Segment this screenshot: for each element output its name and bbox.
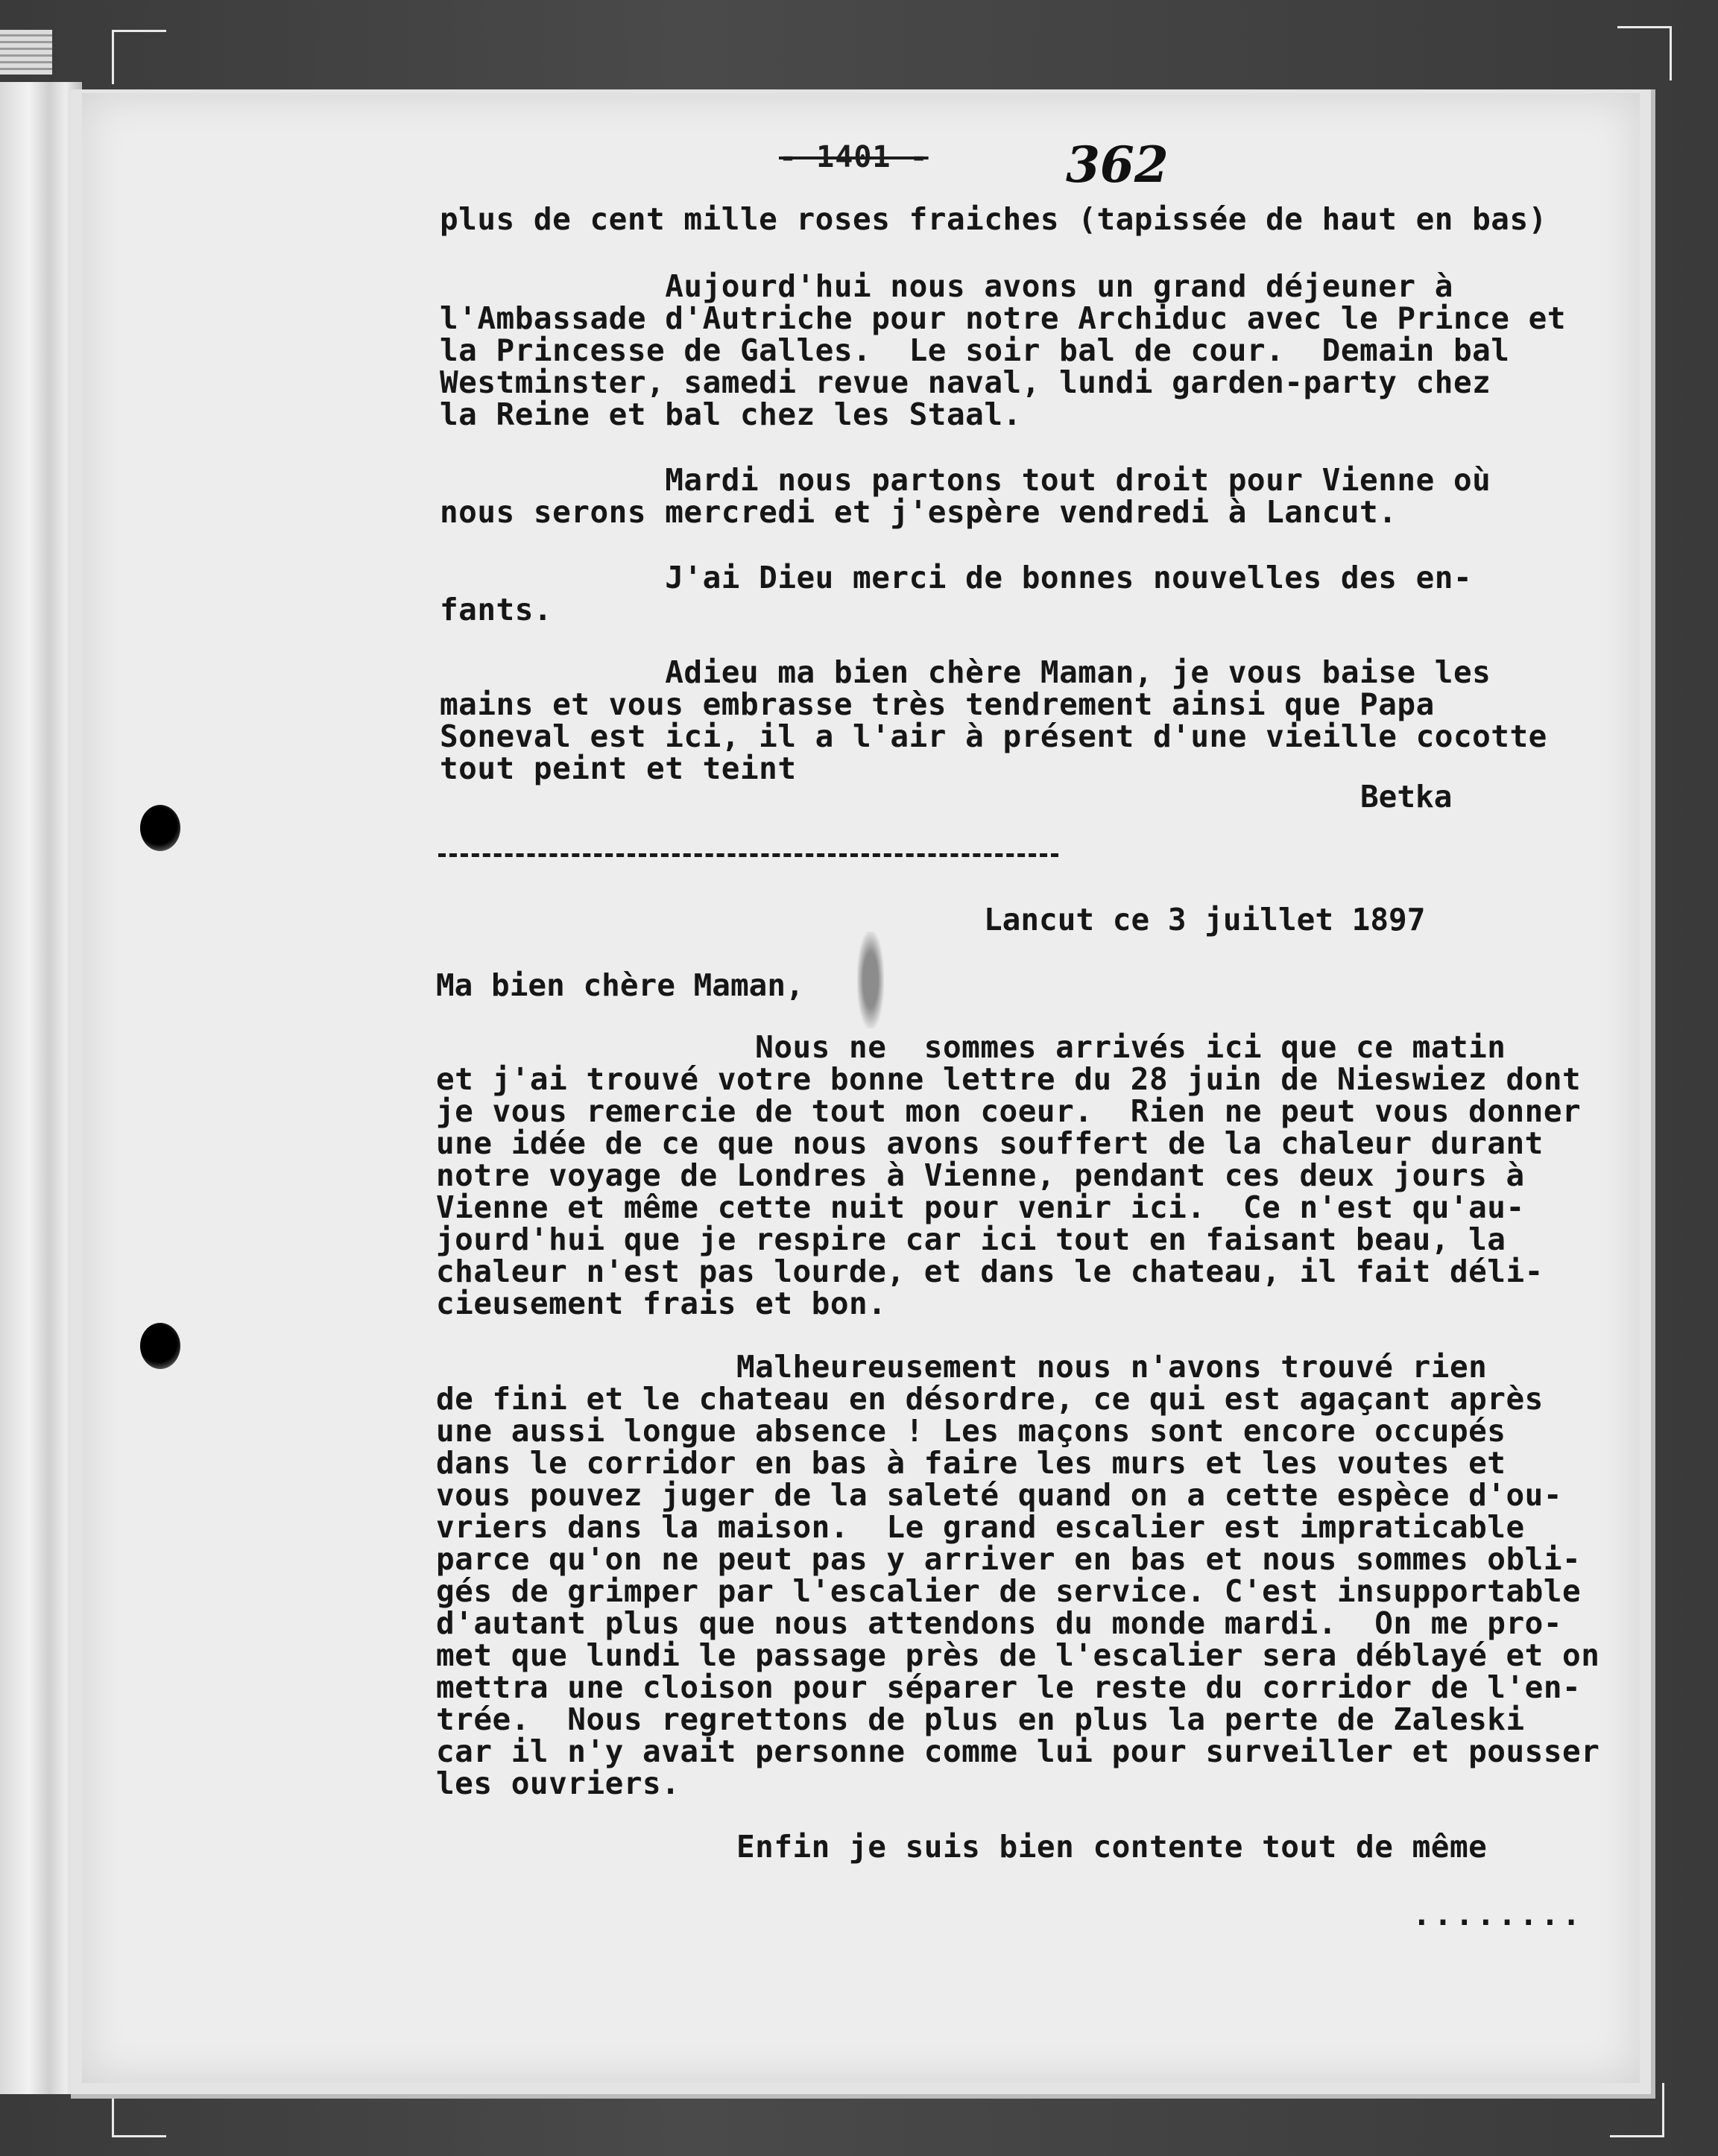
section1-line: Mardi nous partons tout droit pour Vienne où — [440, 462, 1491, 498]
continuation-dots: ........ — [1412, 1897, 1584, 1932]
salutation: Ma bien chère Maman, — [436, 967, 804, 1003]
section2-line: dans le corridor en bas à faire les murs et les voutes et — [436, 1445, 1506, 1481]
section1-line: Aujourd'hui nous avons un grand déjeuner à — [440, 268, 1453, 304]
crop-mark-top-left — [112, 30, 166, 84]
section2-line: cieusement frais et bon. — [436, 1286, 887, 1321]
section2-line: de fini et le chateau en désordre, ce qui est agaçant après — [436, 1381, 1544, 1417]
section2-line: vriers dans la maison. Le grand escalier est impraticable — [436, 1509, 1525, 1545]
section2-line: les ouvriers. — [436, 1765, 680, 1801]
section2-line: met que lundi le passage près de l'escalier sera déblayé et on — [436, 1637, 1600, 1673]
section1-line: la Princesse de Galles. Le soir bal de cour. Demain bal — [440, 332, 1510, 368]
section2-line: et j'ai trouvé votre bonne lettre du 28 juin de Nieswiez dont — [436, 1061, 1582, 1097]
punch-hole-upper — [140, 805, 180, 851]
section2-line: notre voyage de Londres à Vienne, pendant ces deux jours à — [436, 1157, 1525, 1193]
section2-line: trée. Nous regrettons de plus en plus la perte de Zaleski — [436, 1701, 1525, 1737]
section1-line: fants. — [440, 592, 553, 627]
section2-line: une idée de ce que nous avons souffert de la chaleur durant — [436, 1125, 1544, 1161]
section2-line: Malheureusement nous n'avons trouvé rien — [436, 1349, 1488, 1385]
section2-line: d'autant plus que nous attendons du monde mardi. On me pro- — [436, 1605, 1563, 1641]
section1-line: l'Ambassade d'Autriche pour notre Archiduc avec le Prince et — [440, 300, 1567, 336]
section2-line: gés de grimper par l'escalier de service. C'est insupportable — [436, 1573, 1582, 1609]
section2-line: je vous remercie de tout mon coeur. Rien ne peut vous donner — [436, 1093, 1582, 1129]
adjacent-page-edges — [0, 82, 82, 2094]
section2-line: Nous ne sommes arrivés ici que ce matin — [436, 1029, 1506, 1065]
section2-line: chaleur n'est pas lourde, et dans le chateau, il fait déli- — [436, 1254, 1544, 1289]
section2-line: parce qu'on ne peut pas y arriver en bas et nous sommes obli- — [436, 1541, 1582, 1577]
section1-line: nous serons mercredi et j'espère vendredi à Lancut. — [440, 494, 1398, 530]
section1-line: tout peint et teint — [440, 750, 797, 786]
section2-line: car il n'y avait personne comme lui pour surveiller et pousser — [436, 1733, 1600, 1769]
section1-line: Westminster, samedi revue naval, lundi garden-party chez — [440, 364, 1491, 400]
section1-line: J'ai Dieu merci de bonnes nouvelles des en- — [440, 560, 1473, 595]
section2-line: Vienne et même cette nuit pour venir ici. Ce n'est qu'au- — [436, 1189, 1525, 1225]
section1-line: la Reine et bal chez les Staal. — [440, 396, 1022, 432]
section2-line: une aussi longue absence ! Les maçons sont encore occupés — [436, 1413, 1506, 1449]
typed-page-number: - 1401 - — [779, 140, 929, 174]
section2-line: mettra une cloison pour séparer le reste du corridor de l'en- — [436, 1669, 1582, 1705]
handwritten-folio-number: 362 — [1066, 136, 1169, 194]
place-date-line: Lancut ce 3 juillet 1897 — [984, 902, 1426, 938]
section2-line: jourd'hui que je respire car ici tout en faisant beau, la — [436, 1221, 1506, 1257]
section1-line: Soneval est ici, il a l'air à présent d'une vieille cocotte — [440, 718, 1547, 754]
section1-line: plus de cent mille roses fraiches (tapissée de haut en bas) — [440, 201, 1547, 237]
ink-smudge — [857, 932, 884, 1028]
section2-line: Enfin je suis bien contente tout de même — [436, 1829, 1488, 1865]
section1-line: mains et vous embrasse très tendrement ainsi que Papa — [440, 686, 1435, 722]
punch-hole-lower — [140, 1323, 180, 1369]
binder-clip — [0, 30, 52, 75]
signature: Betka — [1360, 779, 1453, 815]
crop-mark-top-right — [1617, 26, 1672, 80]
section1-line: Adieu ma bien chère Maman, je vous baise les — [440, 654, 1491, 690]
section2-line: vous pouvez juger de la saleté quand on a cette espèce d'ou- — [436, 1477, 1563, 1513]
section-divider-rule — [438, 853, 1058, 857]
